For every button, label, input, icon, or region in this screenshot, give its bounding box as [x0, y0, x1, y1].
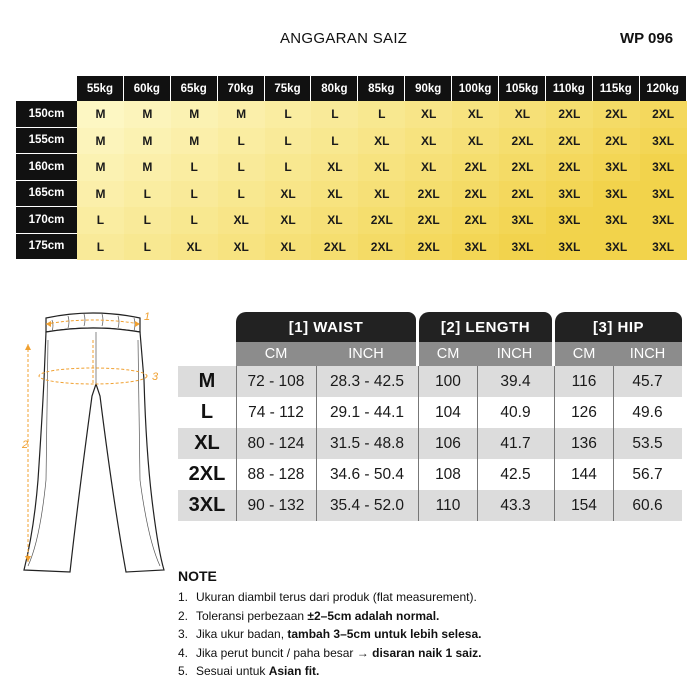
size-estimate-row — [16, 101, 687, 128]
pants-diagram — [18, 300, 168, 590]
size-estimate-cell: 2XL — [593, 101, 640, 128]
size-estimate-cell: 3XL — [640, 234, 687, 261]
weight-header-row — [16, 76, 687, 101]
measurement-value: 154 — [571, 496, 597, 514]
measurement-value: 106 — [435, 434, 461, 452]
product-code: WP 096 — [620, 30, 674, 47]
size-estimate-row — [16, 181, 687, 208]
size-estimate-cell: XL — [452, 101, 499, 128]
note-number: 3. — [178, 627, 189, 642]
size-estimate-cell: L — [265, 154, 312, 181]
unit-hip-cm: CM — [555, 342, 613, 366]
measurement-value: 60.6 — [632, 496, 663, 514]
size-estimate-cell: L — [77, 234, 124, 261]
size-estimate-row — [16, 154, 687, 181]
measurement-value: 28.3 - 42.5 — [329, 372, 405, 390]
measurement-value: 144 — [571, 465, 597, 483]
note-text-bold: disaran naik 1 saiz. — [372, 645, 482, 660]
weight-header: 80kg — [311, 76, 358, 101]
size-estimate-cell: L — [358, 101, 405, 128]
size-estimate-cell: 3XL — [593, 154, 640, 181]
size-estimate-cell: XL — [358, 181, 405, 208]
size-estimate-row — [16, 234, 687, 261]
divider — [316, 366, 317, 521]
note-text-regular: Jika ukur badan, — [196, 627, 288, 642]
size-estimate-cell: M — [171, 101, 218, 128]
group-waist: [1] WAIST — [236, 312, 416, 342]
size-estimate-cell: 2XL — [405, 234, 452, 261]
size-estimate-cell: 3XL — [546, 207, 593, 234]
height-header: 170cm — [16, 207, 77, 234]
measurement-value: 90 - 132 — [247, 496, 305, 514]
note-number: 1. — [178, 590, 189, 604]
measurement-value: 45.7 — [632, 372, 663, 390]
size-estimate-cell: L — [124, 234, 171, 261]
measurement-value: 34.6 - 50.4 — [329, 465, 405, 483]
measurement-value: 42.5 — [500, 465, 531, 483]
size-estimate-cell: M — [77, 128, 124, 155]
size-estimate-cell: 3XL — [593, 181, 640, 208]
size-estimate-cell: XL — [358, 154, 405, 181]
size-estimate-cell: M — [77, 181, 124, 208]
size-estimate-cell: XL — [171, 234, 218, 261]
measurement-value: 29.1 - 44.1 — [329, 403, 405, 421]
weight-header: 120kg — [640, 76, 687, 101]
size-label: 2XL — [188, 463, 226, 485]
size-estimate-cell: 2XL — [452, 181, 499, 208]
size-estimate-cell: 3XL — [640, 181, 687, 208]
size-label: L — [200, 401, 214, 423]
measurement-value: 74 - 112 — [248, 403, 304, 421]
size-estimate-cell: L — [265, 101, 312, 128]
divider — [477, 366, 478, 521]
size-estimate-cell: XL — [218, 234, 265, 261]
note-item — [178, 662, 688, 681]
size-estimate-cell: L — [124, 207, 171, 234]
weight-header: 60kg — [124, 76, 171, 101]
measurement-row — [178, 366, 682, 397]
length-arrow-top — [25, 344, 31, 350]
measurement-row — [178, 490, 682, 521]
size-estimate-cell: 3XL — [546, 181, 593, 208]
size-estimate-cell: 2XL — [358, 234, 405, 261]
note-text — [196, 588, 477, 607]
notes-section — [178, 568, 688, 681]
size-estimate-cell: 2XL — [405, 181, 452, 208]
size-estimate-cell: M — [124, 101, 171, 128]
pants-outline — [24, 313, 164, 572]
size-estimate-cell: 3XL — [452, 234, 499, 261]
size-estimate-cell: XL — [311, 181, 358, 208]
size-estimate-cell: 3XL — [640, 154, 687, 181]
unit-length-cm: CM — [419, 342, 477, 366]
size-estimate-cell: XL — [358, 128, 405, 155]
weight-header: 110kg — [546, 76, 593, 101]
size-estimate-cell: M — [77, 101, 124, 128]
size-estimate-cell: 2XL — [640, 101, 687, 128]
size-estimate-cell: M — [218, 101, 265, 128]
weight-header: 90kg — [405, 76, 452, 101]
measurement-value: 110 — [435, 496, 461, 514]
size-label: 3XL — [188, 494, 226, 516]
note-text-bold: ±2–5cm adalah normal. — [307, 608, 440, 623]
height-header: 165cm — [16, 181, 77, 208]
size-estimate-cell: L — [311, 101, 358, 128]
size-estimate-cell: L — [311, 128, 358, 155]
measurement-value: 72 - 108 — [247, 372, 305, 390]
measurement-value: 88 - 128 — [247, 465, 305, 483]
size-estimate-cell: 3XL — [499, 207, 546, 234]
divider — [236, 366, 237, 521]
size-label: XL — [194, 432, 220, 454]
weight-header: 55kg — [77, 76, 124, 101]
measurement-value: 108 — [435, 465, 461, 483]
size-estimate-cell: 2XL — [311, 234, 358, 261]
unit-hip-inch: INCH — [613, 342, 682, 366]
notes-list — [178, 588, 688, 681]
size-estimate-cell: L — [77, 207, 124, 234]
note-item — [178, 625, 688, 644]
weight-header: 65kg — [171, 76, 218, 101]
size-estimate-cell: XL — [265, 181, 312, 208]
size-estimate-cell: XL — [311, 154, 358, 181]
height-header: 175cm — [16, 234, 77, 261]
note-number: 4. — [178, 645, 189, 660]
size-estimate-cell: XL — [218, 207, 265, 234]
measurement-value: 39.4 — [500, 372, 531, 390]
size-estimate-cell: 2XL — [499, 128, 546, 155]
size-estimate-cell: L — [218, 181, 265, 208]
size-estimate-cell: XL — [311, 207, 358, 234]
group-hip: [3] HIP — [555, 312, 682, 342]
size-estimate-cell: L — [218, 154, 265, 181]
measurement-value: 31.5 - 48.8 — [329, 434, 405, 452]
size-estimate-cell: 2XL — [593, 128, 640, 155]
measurement-value: 43.3 — [500, 496, 531, 514]
size-estimate-cell: 2XL — [546, 128, 593, 155]
measurement-value: 80 - 124 — [247, 434, 305, 452]
size-estimate-cell: L — [171, 154, 218, 181]
measurement-value: 126 — [571, 403, 597, 421]
note-text-bold: tambah 3–5cm untuk lebih selesa. — [287, 627, 482, 642]
size-estimate-cell: 2XL — [452, 154, 499, 181]
unit-waist-inch: INCH — [316, 342, 416, 366]
size-label: M — [198, 370, 216, 392]
size-estimate-cell: M — [124, 128, 171, 155]
weight-header: 75kg — [265, 76, 312, 101]
matrix-corner — [16, 76, 77, 101]
size-estimate-cell: M — [77, 154, 124, 181]
size-estimate-body — [16, 101, 687, 260]
label-length: 2 — [22, 439, 29, 451]
size-estimate-cell: L — [124, 181, 171, 208]
note-text — [196, 607, 439, 626]
measurement-value: 49.6 — [632, 403, 663, 421]
unit-length-inch: INCH — [477, 342, 552, 366]
measurement-value: 40.9 — [500, 403, 531, 421]
size-estimate-row — [16, 128, 687, 155]
size-estimate-cell: 2XL — [499, 181, 546, 208]
note-text — [196, 625, 481, 644]
size-estimate-cell: 3XL — [593, 234, 640, 261]
size-estimate-table — [16, 76, 687, 260]
height-header: 155cm — [16, 128, 77, 155]
size-estimate-cell: 3XL — [640, 207, 687, 234]
size-estimate-cell: XL — [265, 207, 312, 234]
measurement-value: 116 — [571, 372, 597, 390]
size-estimate-cell: 2XL — [499, 154, 546, 181]
notes-title: NOTE — [178, 568, 217, 584]
weight-header: 105kg — [499, 76, 546, 101]
size-estimate-cell: XL — [265, 234, 312, 261]
measurement-row — [178, 428, 682, 459]
size-estimate-cell: M — [124, 154, 171, 181]
measurement-row — [178, 459, 682, 490]
size-estimate-cell: 3XL — [546, 234, 593, 261]
note-number: 2. — [178, 608, 189, 623]
weight-header: 70kg — [218, 76, 265, 101]
divider — [613, 366, 614, 521]
measurement-value: 53.5 — [632, 434, 663, 452]
size-estimate-cell: L — [218, 128, 265, 155]
size-estimate-cell: XL — [405, 128, 452, 155]
height-header: 150cm — [16, 101, 77, 128]
size-estimate-cell: 2XL — [546, 101, 593, 128]
label-hip: 3 — [152, 371, 159, 383]
group-length: [2] LENGTH — [419, 312, 552, 342]
note-item — [178, 607, 688, 626]
divider — [554, 366, 555, 521]
size-estimate-cell: XL — [405, 154, 452, 181]
size-estimate-cell: L — [265, 128, 312, 155]
size-estimate-cell: 2XL — [405, 207, 452, 234]
height-header: 160cm — [16, 154, 77, 181]
size-estimate-cell: M — [171, 128, 218, 155]
weight-header: 85kg — [358, 76, 405, 101]
note-item — [178, 588, 688, 607]
size-estimate-cell: 3XL — [499, 234, 546, 261]
size-estimate-cell: 2XL — [452, 207, 499, 234]
size-estimate-cell: 3XL — [640, 128, 687, 155]
note-item — [178, 644, 688, 663]
note-text — [196, 662, 319, 681]
weight-header: 100kg — [452, 76, 499, 101]
weight-header: 115kg — [593, 76, 640, 101]
size-estimate-cell: 2XL — [546, 154, 593, 181]
unit-waist-cm: CM — [236, 342, 316, 366]
measurement-value: 100 — [435, 372, 461, 390]
note-text-bold: Asian fit. — [268, 664, 320, 679]
note-text-regular: Sesuai untuk — [196, 664, 269, 679]
measurement-value: 136 — [571, 434, 597, 452]
note-text — [196, 644, 482, 663]
measurement-value: 35.4 - 52.0 — [329, 496, 405, 514]
size-estimate-cell: 3XL — [593, 207, 640, 234]
note-text-regular: Toleransi perbezaan — [196, 608, 308, 623]
size-estimate-row — [16, 207, 687, 234]
size-estimate-cell: XL — [499, 101, 546, 128]
measurement-value: 41.7 — [500, 434, 531, 452]
note-text-regular: Jika perut buncit / paha besar → — [196, 645, 373, 660]
size-estimate-cell: XL — [452, 128, 499, 155]
measurement-row — [178, 397, 682, 428]
size-estimate-cell: L — [171, 181, 218, 208]
label-waist: 1 — [144, 311, 151, 323]
measurement-value: 104 — [435, 403, 461, 421]
size-estimate-cell: XL — [405, 101, 452, 128]
page-title: ANGGARAN SAIZ — [280, 30, 408, 47]
size-estimate-cell: 2XL — [358, 207, 405, 234]
divider — [418, 366, 419, 521]
note-number: 5. — [178, 664, 189, 679]
note-text-regular: Ukuran diambil terus dari produk (flat measurement). — [196, 590, 477, 604]
measurement-value: 56.7 — [632, 465, 663, 483]
size-estimate-cell: L — [171, 207, 218, 234]
